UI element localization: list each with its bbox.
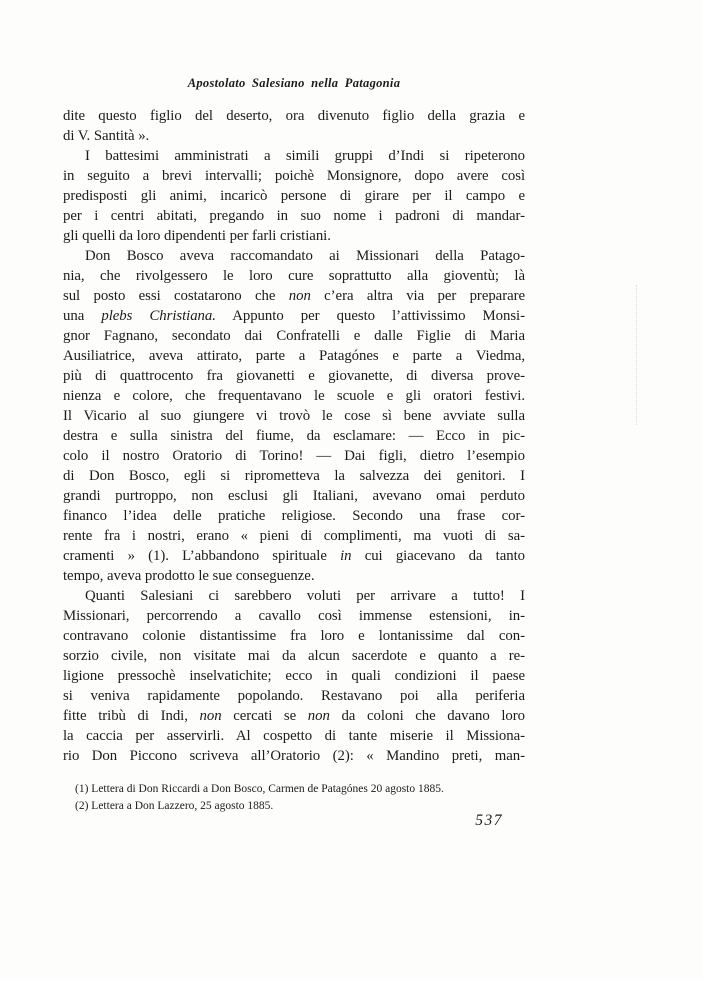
text-segment: per i centri abitati, pregando in suo nome i padroni di mandar-	[63, 208, 525, 224]
text-line	[63, 526, 525, 546]
text-line	[63, 326, 525, 346]
italic-text-segment: non	[307, 708, 330, 724]
text-segment: più di quattrocento fra giovanetti e giovanette, di diversa prove-	[63, 368, 525, 384]
text-segment: la caccia per asservirli. Al cospetto di tante miserie il Missiona-	[63, 728, 525, 744]
italic-text-segment: non	[199, 708, 222, 724]
text-segment: rio Don Piccono scriveva all’Oratorio (2): « Mandino preti, man-	[63, 748, 525, 764]
text-line	[63, 186, 525, 206]
text-segment: fitte tribù di Indi,	[63, 708, 200, 724]
text-line	[63, 366, 525, 386]
text-segment: di V. Santità ».	[63, 128, 150, 144]
text-segment: dite questo figlio del deserto, ora divenuto figlio della grazia e	[63, 108, 525, 124]
text-line	[63, 706, 525, 726]
text-segment: Don Bosco aveva raccomandato ai Missionari della Patago-	[85, 248, 525, 264]
text-segment: da coloni che davano loro	[329, 708, 525, 724]
text-segment: Appunto per questo l’attivissimo Monsi-	[215, 308, 525, 324]
running-head: Apostolato Salesiano nella Patagonia	[187, 76, 401, 90]
text-line	[63, 686, 525, 706]
text-segment: tempo, aveva prodotto le sue conseguenze.	[63, 568, 315, 584]
page-number: 537	[475, 812, 503, 829]
footnote	[75, 781, 525, 798]
footnote-marker: (2)	[75, 799, 92, 812]
text-line	[63, 606, 525, 626]
text-line	[63, 226, 525, 246]
text-line	[63, 586, 525, 606]
text-segment: si veniva rapidamente popolando. Restavano poi alla periferia	[63, 688, 525, 704]
text-segment: sorzio civile, non visitate mai da alcun sacerdote e quanto a re-	[63, 648, 525, 664]
italic-text-segment: plebs Christiana.	[101, 308, 216, 324]
text-line	[63, 506, 525, 526]
text-line	[63, 286, 525, 306]
text-line	[63, 106, 525, 126]
text-segment: nia, che rivolgessero le loro cure soprattutto alla gioventù; là	[63, 268, 525, 284]
text-segment: Missionari, percorrendo a cavallo così immense estensioni, in-	[63, 608, 525, 624]
text-line	[63, 246, 525, 266]
text-line	[63, 126, 525, 146]
text-line	[63, 466, 525, 486]
text-segment: Ausiliatrice, aveva attirato, parte a Patagónes e parte a Viedma,	[63, 348, 525, 364]
text-line	[63, 446, 525, 466]
text-segment: grandi purtroppo, non esclusi gli Italiani, avevano omai perduto	[63, 488, 525, 504]
italic-text-segment: in	[340, 548, 352, 564]
text-line	[63, 566, 525, 586]
italic-text-segment: non	[288, 288, 311, 304]
footnotes	[75, 781, 525, 814]
text-segment: gnor Fagnano, secondato dai Confratelli e dalle Figlie di Maria	[63, 328, 525, 344]
text-line	[63, 726, 525, 746]
scan-artifact	[636, 285, 638, 425]
text-segment: gli quelli da loro dipendenti per farli cristiani.	[63, 228, 331, 244]
text-line	[63, 306, 525, 326]
text-segment: sul posto essi costatarono che	[63, 288, 289, 304]
text-segment: Quanti Salesiani ci sarebbero voluti per arrivare a tutto! I	[85, 588, 525, 604]
text-line	[63, 426, 525, 446]
text-segment: una	[63, 308, 102, 324]
text-segment: predisposti gli animi, incaricò persone di girare per il campo e	[63, 188, 525, 204]
text-line	[63, 166, 525, 186]
text-line	[63, 646, 525, 666]
text-segment: nienza e colore, che frequentavano le scuole e gli oratori festivi.	[63, 388, 525, 404]
text-segment: I battesimi amministrati a simili gruppi d’Indi si ripeterono	[85, 148, 525, 164]
text-segment: in seguito a brevi intervalli; poichè Monsignore, dopo avere così	[63, 168, 525, 184]
text-line	[63, 146, 525, 166]
text-segment: ligione pressochè inselvatichite; ecco in quali condizioni il paese	[63, 668, 525, 684]
footnote-text: Lettera di Don Riccardi a Don Bosco, Carmen de Patagónes 20 agosto 1885.	[91, 783, 444, 795]
text-line	[63, 626, 525, 646]
text-line	[63, 406, 525, 426]
text-line	[63, 206, 525, 226]
text-segment: c’era altra via per preparare	[310, 288, 525, 304]
text-segment: cercati se	[221, 708, 308, 724]
text-segment: rente fra i nostri, erano « pieni di complimenti, ma vuoti di sa-	[63, 528, 525, 544]
text-segment: di Don Bosco, egli si riprometteva la salvezza dei genitori. I	[63, 468, 525, 484]
text-line	[63, 486, 525, 506]
text-segment: cui giacevano da tanto	[351, 548, 525, 564]
text-segment: colo il nostro Oratorio di Torino! — Dai figli, dietro l’esempio	[63, 448, 525, 464]
body-text	[63, 106, 525, 766]
footnote-text: Lettera a Don Lazzero, 25 agosto 1885.	[91, 799, 274, 812]
text-segment: financo l’idea delle pratiche religiose. Secondo una frase cor-	[63, 508, 525, 524]
text-segment: Il Vicario al suo giungere vi trovò le cose sì bene avviate sulla	[63, 408, 525, 424]
text-line	[63, 546, 525, 566]
paragraph	[63, 146, 525, 246]
text-line	[63, 266, 525, 286]
text-line	[63, 746, 525, 766]
text-line	[63, 346, 525, 366]
paragraph	[63, 106, 525, 146]
paragraph	[63, 586, 525, 766]
paragraph	[63, 246, 525, 586]
text-segment: cramenti » (1). L’abbandono spirituale	[63, 548, 341, 564]
text-line	[63, 666, 525, 686]
footnote-marker: (1)	[75, 783, 92, 795]
text-line	[63, 386, 525, 406]
text-segment: contravano colonie distantissime fra loro e lontanissime dal con-	[63, 628, 525, 644]
text-segment: destra e sulla sinistra del fiume, da esclamare: — Ecco in pic-	[63, 428, 525, 444]
